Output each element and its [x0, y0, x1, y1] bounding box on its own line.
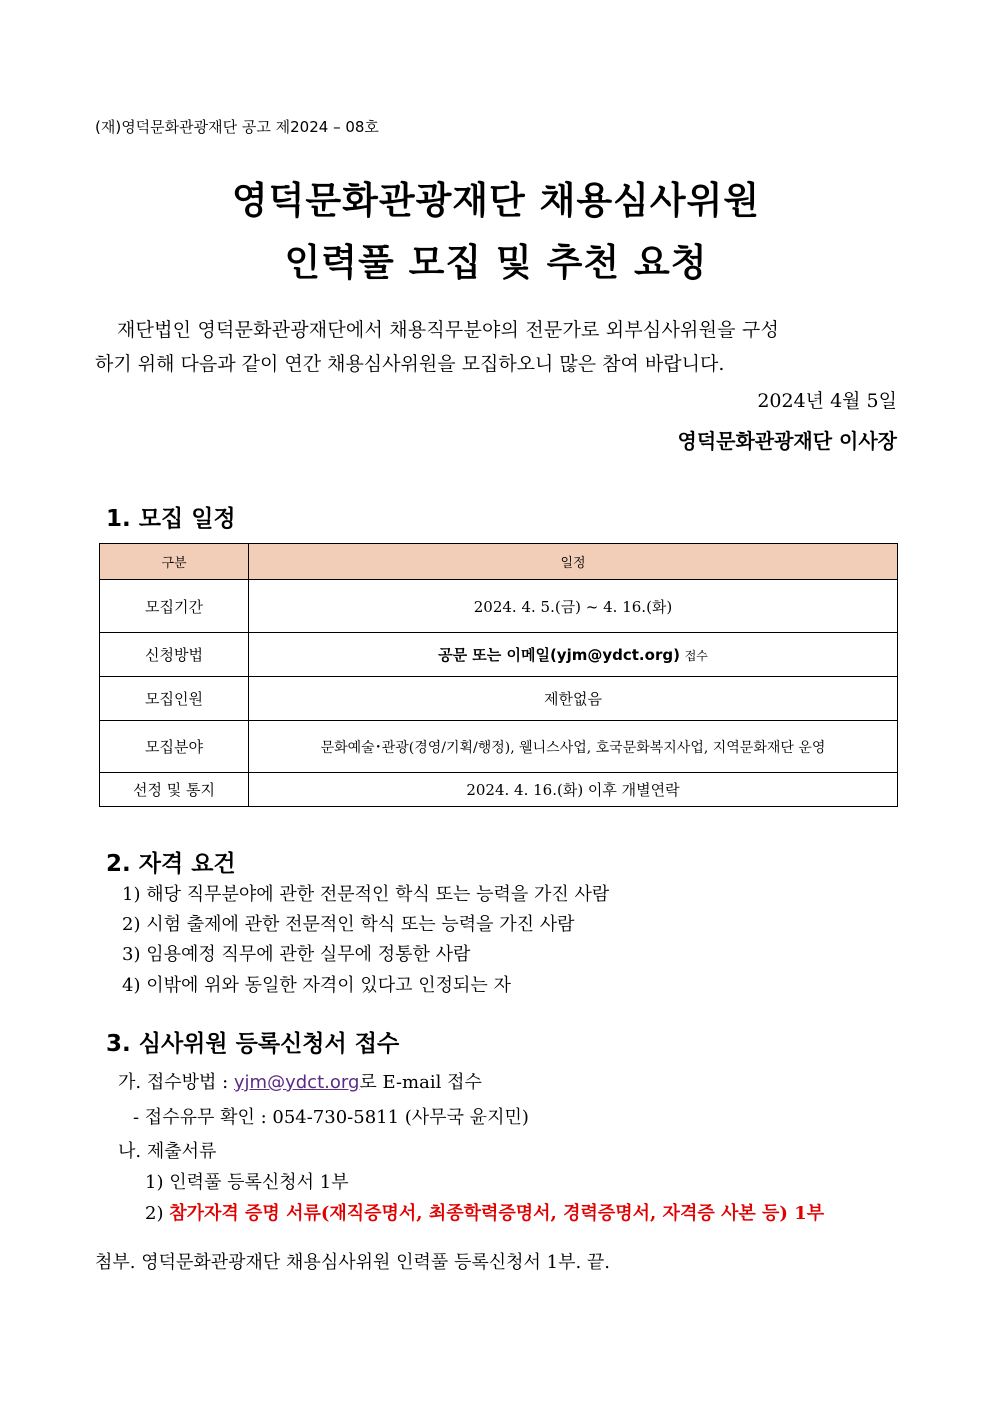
notice-date: 2024년 4월 5일 [757, 390, 897, 412]
title-line-2: 인력풀 모집 및 추천 요청 [284, 241, 708, 284]
table-row [100, 773, 898, 807]
email-link[interactable]: yjm@ydct.org [233, 1072, 360, 1093]
submission-confirm: - 접수유무 확인 : 054-730-5811 (사무국 윤지민) [133, 1107, 529, 1128]
table-row [100, 580, 898, 633]
list-item: 2) 시험 출제에 관한 전문적인 학식 또는 능력을 가진 사람 [122, 914, 575, 935]
row-label: 모집기간 [100, 580, 249, 633]
row-value: 문화예술･관광(경영/기획/행정), 웰니스사업, 호국문화복지사업, 지역문화재단 운영 [249, 721, 898, 773]
row-value [249, 633, 898, 677]
document-item-2-prefix: 2) [145, 1203, 170, 1224]
table-header-row [100, 544, 898, 580]
submission-method-suffix: 로 E-mail 접수 [359, 1072, 482, 1093]
intro-line-1: 재단법인 영덕문화관광재단에서 채용직무분야의 전문가로 외부심사위원을 구성 [117, 319, 780, 341]
section-2-heading: 2. 자격 요건 [106, 851, 236, 877]
document-item-2 [145, 1199, 824, 1225]
list-item: 1) 해당 직무분야에 관한 전문적인 학식 또는 능력을 가진 사람 [122, 884, 610, 905]
apply-method: 공문 또는 이메일(yjm@ydct.org) [438, 646, 680, 664]
header-category: 구분 [100, 544, 249, 580]
row-value: 2024. 4. 5.(금) ~ 4. 16.(화) [249, 580, 898, 633]
table-row [100, 721, 898, 773]
schedule-table [99, 543, 898, 807]
section-3-heading: 3. 심사위원 등록신청서 접수 [106, 1031, 400, 1057]
row-label: 모집인원 [100, 677, 249, 721]
header-schedule: 일정 [249, 544, 898, 580]
row-label: 신청방법 [100, 633, 249, 677]
signer: 영덕문화관광재단 이사장 [677, 429, 897, 453]
submission-method-prefix: 가. 접수방법 : [118, 1072, 234, 1093]
table-row [100, 633, 898, 677]
attachment-note: 첨부. 영덕문화관광재단 채용심사위원 인력풀 등록신청서 1부. 끝. [95, 1252, 611, 1273]
row-label: 선정 및 통지 [100, 773, 249, 807]
submission-method [118, 1068, 482, 1094]
document-item-1: 1) 인력풀 등록신청서 1부 [145, 1172, 349, 1193]
section-1-heading: 1. 모집 일정 [106, 506, 236, 532]
table-row [100, 677, 898, 721]
list-item: 4) 이밖에 위와 동일한 자격이 있다고 인정되는 자 [122, 975, 511, 996]
intro-line-2: 하기 위해 다음과 같이 연간 채용심사위원을 모집하오니 많은 참여 바랍니다. [95, 353, 725, 375]
title-line-1: 영덕문화관광재단 채용심사위원 [231, 179, 761, 222]
row-value: 2024. 4. 16.(화) 이후 개별연락 [249, 773, 898, 807]
row-label: 모집분야 [100, 721, 249, 773]
intro-paragraph [95, 313, 897, 381]
document-item-2-text: 참가자격 증명 서류(재직증명서, 최종학력증명서, 경력증명서, 자격증 사본 등) 1부 [169, 1203, 825, 1224]
notice-number: (재)영덕문화관광재단 공고 제2024 – 08호 [95, 118, 379, 136]
list-item: 3) 임용예정 직무에 관한 실무에 정통한 사람 [122, 944, 471, 965]
documents-heading: 나. 제출서류 [118, 1141, 217, 1162]
apply-method-suffix: 접수 [684, 649, 708, 663]
row-value: 제한없음 [249, 677, 898, 721]
